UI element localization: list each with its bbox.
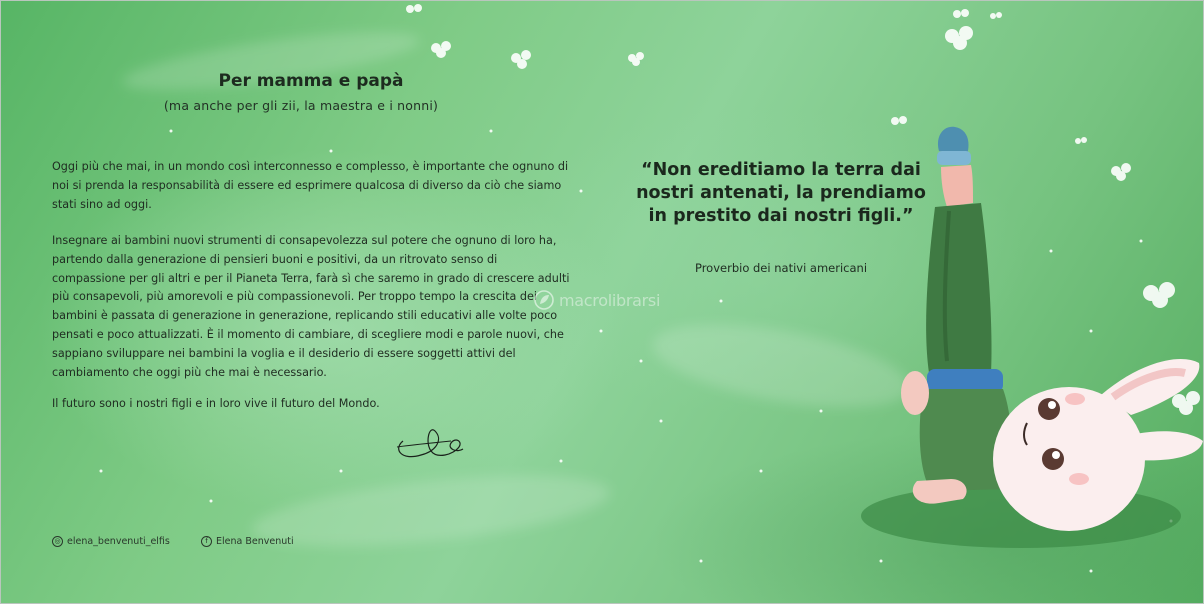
instagram-handle: elena_benvenuti_elfis bbox=[67, 536, 170, 547]
instagram-credit bbox=[52, 536, 170, 547]
bunny-illustration bbox=[831, 111, 1203, 571]
paragraph-closing: Il futuro sono i nostri figli e in loro vive il futuro del Mondo. bbox=[52, 397, 380, 410]
quote-text: “Non ereditiamo la terra dai nostri antenati, la prendiamo in prestito dai nostri figli.” bbox=[636, 160, 926, 226]
watermark bbox=[533, 289, 660, 311]
bunny-shoe bbox=[938, 127, 969, 155]
facebook-credit bbox=[201, 536, 294, 547]
leaf-logo-icon bbox=[533, 289, 555, 311]
page-subtitle: (ma anche per gli zii, la maestra e i nonni) bbox=[163, 98, 439, 113]
paragraph-body: Insegnare ai bambini nuovi strumenti di consapevolezza sul potere che ognuno di loro ha, partendo dalla generazione di pensieri buoni e positivi, da un ritrovato senso di compassione per gli altri e per il Pianeta Terra, farà sì che saremo in grado di crescere adulti più consapevoli, più amorevoli e più compassionevoli. Per troppo tempo la crescita dei bambini è passata di generazione in generazione, replicando stili educativi alle volte poco pensati e poco attualizzati. È il momento di cambiare, di scegliere modi e parole nuovi, che sappiano sviluppare nei bambini la voglia e il desiderio di essere soggetti attivi del cambiamento che oggi più che mai è necessario. bbox=[52, 234, 570, 379]
facebook-name: Elena Benvenuti bbox=[216, 536, 294, 547]
handwritten-signature bbox=[391, 421, 471, 467]
page-title: Per mamma e papà bbox=[218, 71, 404, 91]
quote-source: Proverbio dei nativi americani bbox=[694, 261, 868, 275]
paragraph-intro: Oggi più che mai, in un mondo così interconnesso e complesso, è importante che ognuno di noi si prenda la responsabilità di essere ed esprimere qualcosa di diverso da ciò che siamo stati sino ad oggi. bbox=[52, 160, 569, 211]
watermark-text: macrolibrarsi bbox=[559, 290, 661, 310]
instagram-icon: ◎ bbox=[52, 536, 63, 547]
facebook-icon: f bbox=[201, 536, 212, 547]
left-page bbox=[1, 1, 601, 603]
bunny-pants bbox=[926, 203, 991, 373]
